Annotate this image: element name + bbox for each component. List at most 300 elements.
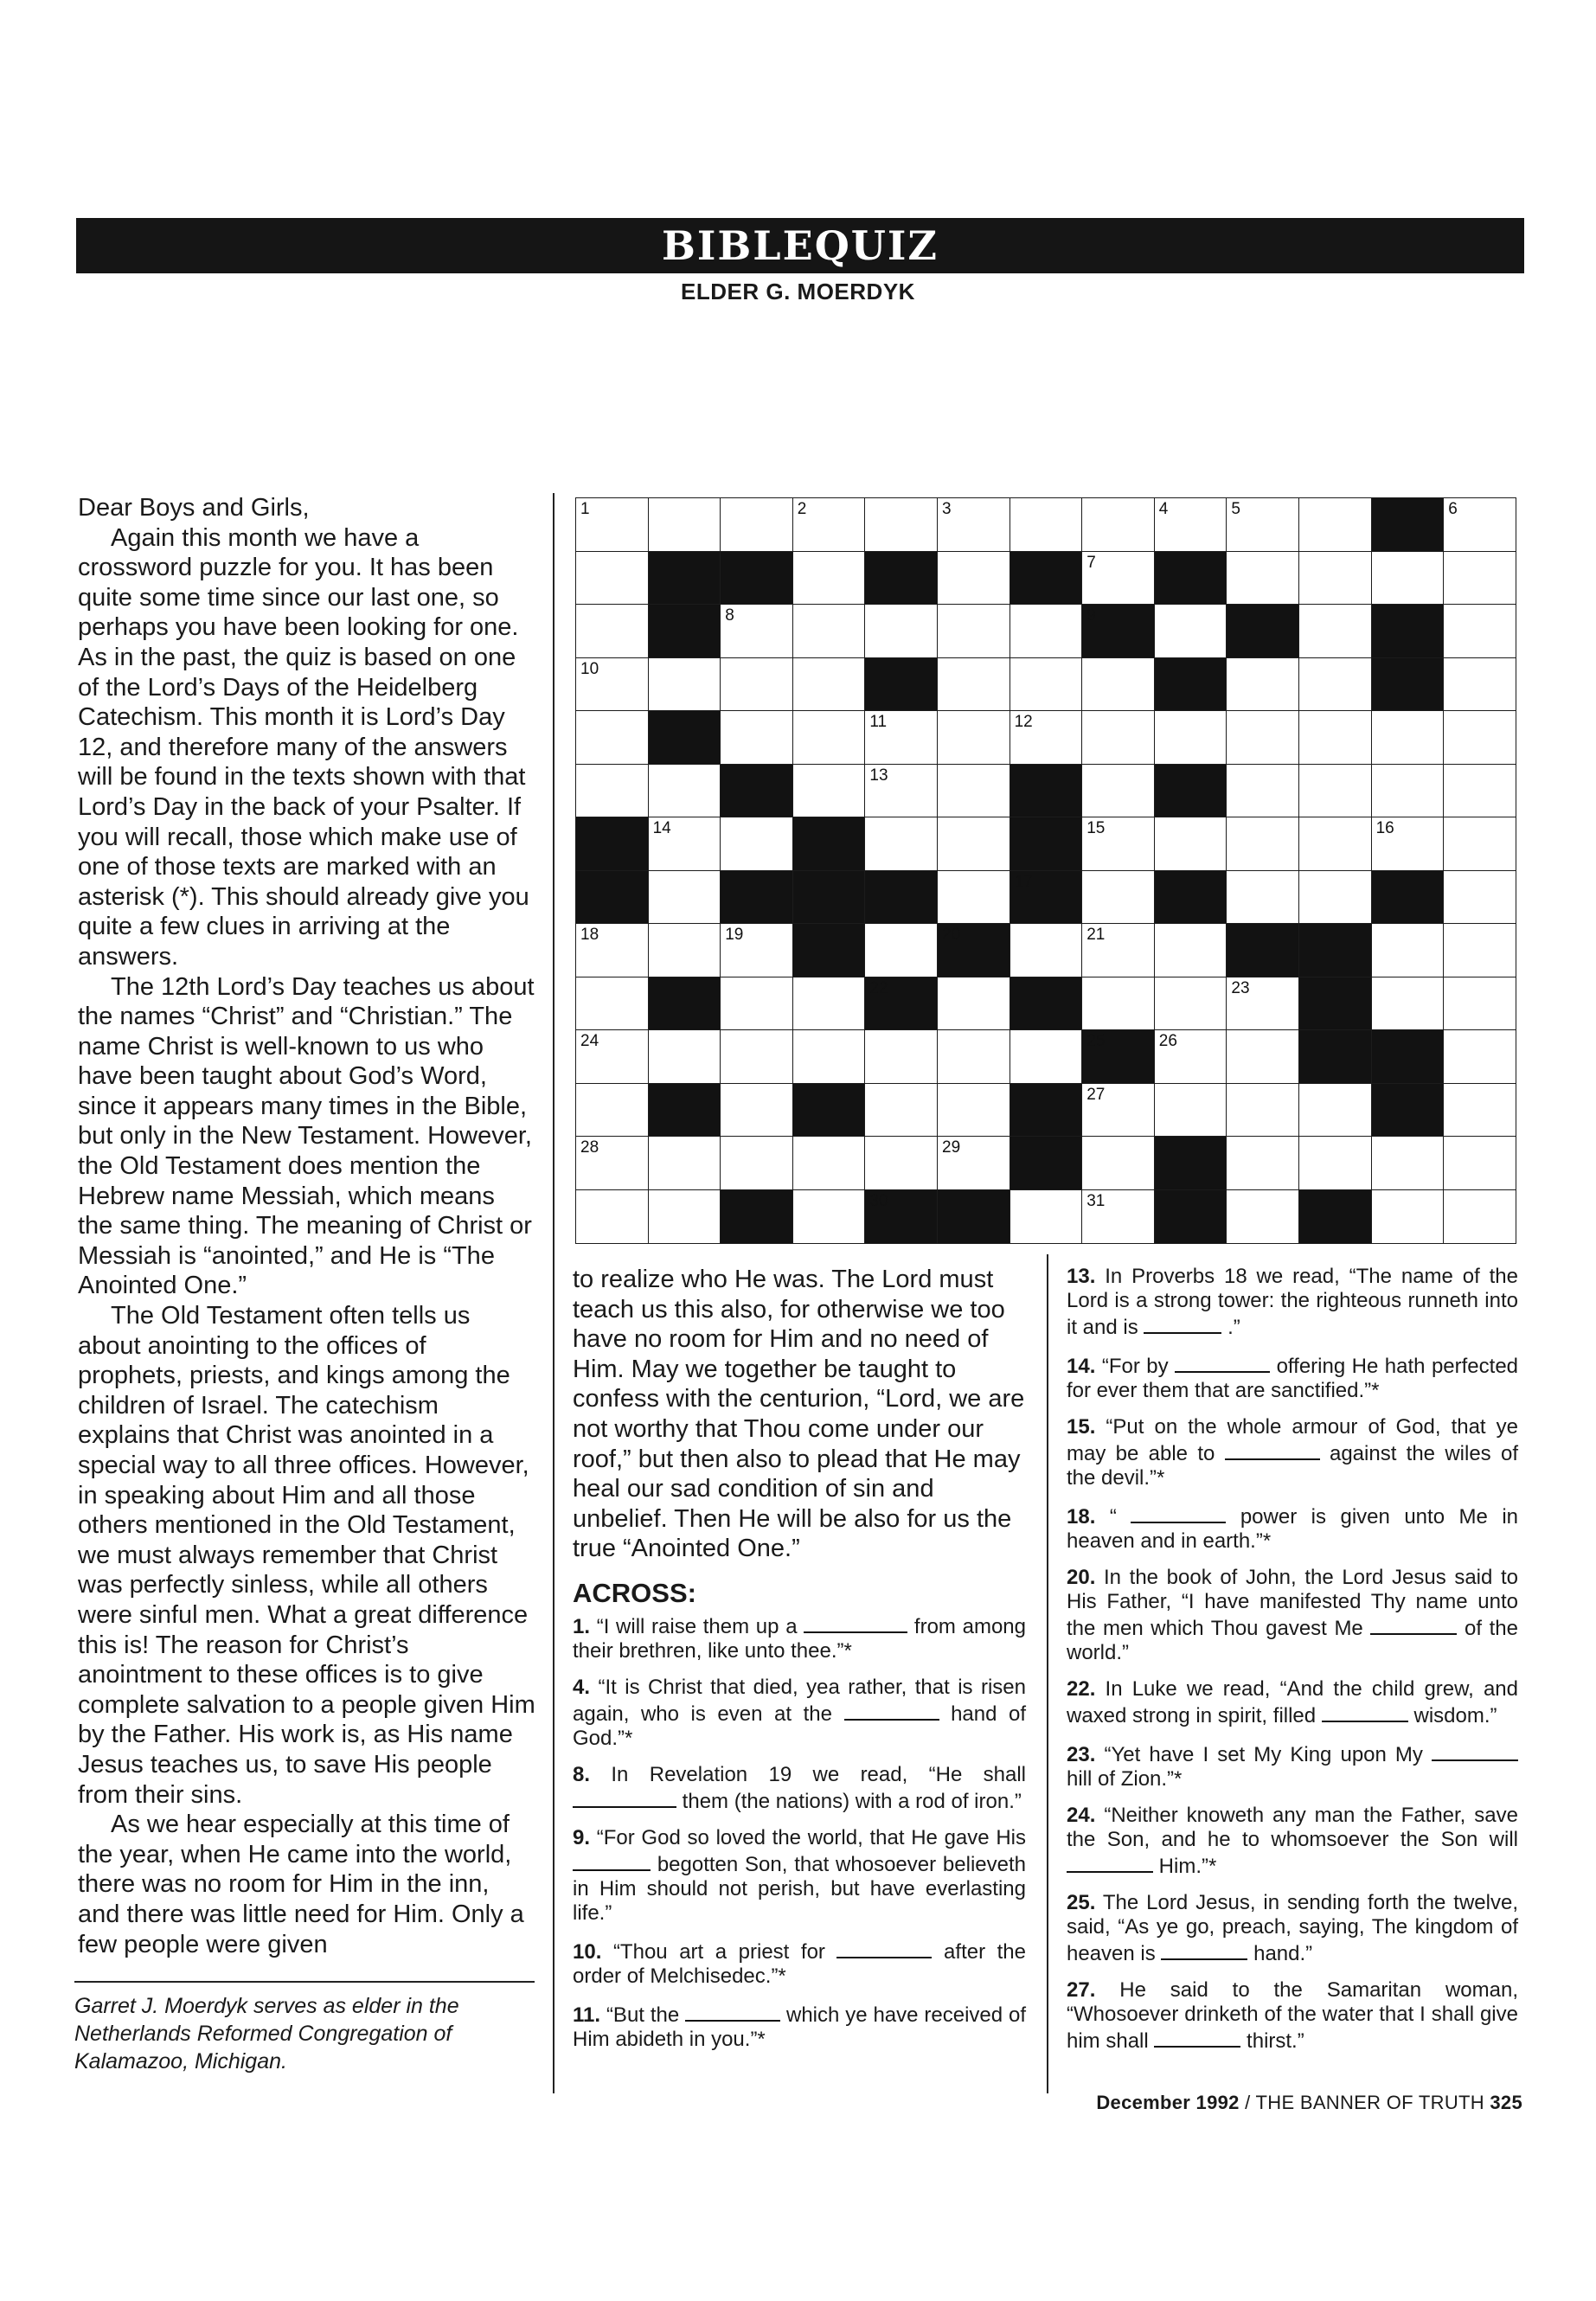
clue-text: “I will raise them up a bbox=[596, 1614, 798, 1638]
crossword-cell[interactable] bbox=[864, 1136, 938, 1190]
cell-number: 27 bbox=[1086, 1085, 1106, 1104]
clue-number: 9. bbox=[573, 1825, 591, 1849]
crossword-cell[interactable] bbox=[1226, 870, 1299, 925]
crossword-cell[interactable] bbox=[1298, 497, 1372, 552]
crossword-cell[interactable] bbox=[1371, 764, 1445, 818]
crossword-cell[interactable] bbox=[1081, 923, 1155, 977]
clue-number: 22. bbox=[1067, 1677, 1096, 1701]
clue-number: 1. bbox=[573, 1614, 591, 1638]
cell-number: 3 bbox=[942, 500, 952, 518]
crossword-black-cell bbox=[1371, 604, 1445, 658]
intro-paragraph: The Old Testament often tells us about anointing to the offices of prophets, priests, and kings among the children of Israel. The catechism explains that Christ was anointed in a special way to all three offices. However, in speaking about Him and all those others mentioned in the Old Testament, we must always remember that Christ was perfectly sinless, while all others were sinful men. What a great difference this is! The reason for Christ’s anointment to these offices is to give complete salvation to a people given Him by the Father. His work is, as His name Jesus teaches us, to save His people from their sins. bbox=[78, 1302, 535, 1809]
crossword-cell[interactable] bbox=[720, 1029, 793, 1084]
crossword-black-cell bbox=[648, 604, 721, 658]
cell-number: 1 bbox=[580, 500, 590, 518]
clue-text: power is given unto Me in heaven and in earth.”* bbox=[1067, 1505, 1519, 1553]
crossword-cell[interactable] bbox=[1371, 1136, 1445, 1190]
crossword-black-cell bbox=[864, 551, 938, 606]
crossword-black-cell bbox=[1154, 657, 1227, 712]
crossword-cell[interactable] bbox=[792, 1136, 866, 1190]
clue-text: “Neither knoweth any man the Father, save the Son, and he to whomsoever the Son will bbox=[1067, 1804, 1519, 1851]
crossword-grid bbox=[575, 497, 1516, 1242]
clue-number: 23. bbox=[1067, 1743, 1096, 1766]
cell-number: 30 bbox=[869, 1191, 888, 1210]
clue-text: hill of Zion.”* bbox=[1067, 1767, 1183, 1791]
crossword-cell[interactable] bbox=[1226, 551, 1299, 606]
clue-item bbox=[573, 1826, 1026, 1926]
crossword-cell[interactable] bbox=[1298, 551, 1372, 606]
crossword-cell[interactable] bbox=[1010, 1189, 1083, 1244]
answer-blank bbox=[1432, 1740, 1518, 1761]
crossword-black-cell bbox=[864, 1189, 938, 1244]
crossword-black-cell bbox=[648, 551, 721, 606]
clue-text: begotten Son, that whosoever believeth in Him should not perish, but have everlasting life.” bbox=[573, 1852, 1026, 1925]
crossword-cell[interactable] bbox=[937, 710, 1010, 765]
crossword-black-cell bbox=[937, 923, 1010, 977]
answer-blank bbox=[1131, 1503, 1226, 1523]
crossword-cell[interactable] bbox=[575, 497, 649, 552]
crossword-black-cell bbox=[1371, 1029, 1445, 1084]
cell-number: 6 bbox=[1448, 500, 1458, 518]
cell-number: 12 bbox=[1014, 713, 1033, 731]
cell-number: 10 bbox=[580, 659, 599, 678]
clue-text: .” bbox=[1227, 1316, 1240, 1339]
crossword-cell[interactable] bbox=[1443, 710, 1516, 765]
crossword-black-cell bbox=[1371, 870, 1445, 925]
crossword-cell[interactable] bbox=[1443, 551, 1516, 606]
intro-paragraph: As we hear especially at this time of the year, when He came into the world, there was no room for Him in the inn, and there was little need for Him. Only a few people were given bbox=[78, 1811, 524, 1958]
crossword-black-cell bbox=[792, 870, 866, 925]
crossword-cell[interactable] bbox=[864, 604, 938, 658]
crossword-cell[interactable] bbox=[1081, 710, 1155, 765]
crossword-cell[interactable] bbox=[1226, 657, 1299, 712]
answer-blank bbox=[1144, 1313, 1221, 1334]
clue-item bbox=[1067, 1677, 1518, 1728]
crossword-cell[interactable] bbox=[1226, 497, 1299, 552]
crossword-cell[interactable] bbox=[1443, 870, 1516, 925]
clue-item bbox=[573, 2001, 1026, 2052]
clue-text: The Lord Jesus, in sending forth the twelve, said, “As ye go, preach, saying, The kingdom of heaven is bbox=[1067, 1891, 1518, 1965]
cell-number: 23 bbox=[1231, 978, 1250, 997]
crossword-cell[interactable] bbox=[937, 817, 1010, 871]
crossword-cell[interactable] bbox=[792, 551, 866, 606]
crossword-cell[interactable] bbox=[648, 657, 721, 712]
cell-number: 14 bbox=[652, 819, 671, 837]
clue-text: “Put on the whole armour of God, that ye may be able to bbox=[1067, 1415, 1518, 1465]
crossword-black-cell bbox=[1010, 817, 1083, 871]
clue-text: “ bbox=[1109, 1505, 1117, 1529]
crossword-cell[interactable] bbox=[937, 977, 1010, 1031]
crossword-cell[interactable] bbox=[1081, 764, 1155, 818]
intro-column bbox=[78, 493, 536, 1959]
cell-number: 25 bbox=[1086, 1032, 1106, 1050]
clue-number: 15. bbox=[1067, 1415, 1096, 1439]
clue-number: 27. bbox=[1067, 1978, 1096, 2002]
crossword-cell[interactable] bbox=[648, 923, 721, 977]
crossword-cell[interactable] bbox=[575, 764, 649, 818]
crossword-cell[interactable] bbox=[937, 1083, 1010, 1138]
clue-text: In the book of John, the Lord Jesus said to His Father, “I have manifested Thy name unto the men which Thou gavest Me bbox=[1067, 1566, 1519, 1640]
crossword-cell[interactable] bbox=[1298, 764, 1372, 818]
crossword-cell[interactable] bbox=[575, 657, 649, 712]
clue-text: In Luke we read, “And the child grew, and waxed strong in spirit, filled bbox=[1067, 1677, 1519, 1727]
crossword-cell[interactable] bbox=[648, 817, 721, 871]
crossword-cell[interactable] bbox=[1154, 710, 1227, 765]
crossword-cell[interactable] bbox=[1298, 817, 1372, 871]
clue-number: 4. bbox=[573, 1675, 591, 1699]
crossword-black-cell bbox=[720, 1189, 793, 1244]
clue-text: “Yet have I set My King upon My bbox=[1104, 1743, 1423, 1766]
answer-blank bbox=[836, 1938, 932, 1958]
clue-text: He said to the Samaritan woman, “Whosoever drinketh of the water that I shall give him shall bbox=[1067, 1978, 1519, 2053]
crossword-cell[interactable] bbox=[1154, 497, 1227, 552]
clue-item bbox=[1067, 1415, 1518, 1490]
crossword-cell[interactable] bbox=[648, 870, 721, 925]
crossword-black-cell bbox=[937, 1189, 1010, 1244]
crossword-cell[interactable] bbox=[1371, 817, 1445, 871]
crossword-black-cell bbox=[792, 923, 866, 977]
crossword-cell[interactable] bbox=[720, 604, 793, 658]
crossword-cell[interactable] bbox=[937, 1136, 1010, 1190]
clue-text: hand of God.”* bbox=[573, 1702, 1027, 1750]
crossword-black-cell bbox=[1371, 1083, 1445, 1138]
cell-number: 15 bbox=[1086, 819, 1106, 837]
crossword-cell[interactable] bbox=[1443, 1029, 1516, 1084]
crossword-cell[interactable] bbox=[720, 1136, 793, 1190]
crossword-cell[interactable] bbox=[648, 497, 721, 552]
crossword-cell[interactable] bbox=[792, 497, 866, 552]
crossword-black-cell bbox=[1154, 1189, 1227, 1244]
crossword-cell[interactable] bbox=[864, 710, 938, 765]
cell-number: 29 bbox=[942, 1138, 961, 1157]
clue-item bbox=[573, 1676, 1026, 1751]
clue-number: 20. bbox=[1067, 1566, 1096, 1589]
crossword-cell[interactable] bbox=[864, 1083, 938, 1138]
crossword-cell[interactable] bbox=[792, 657, 866, 712]
clue-text: which ye have received of Him abideth in you.”* bbox=[573, 2003, 1027, 2051]
clue-number: 25. bbox=[1067, 1891, 1096, 1914]
crossword-black-cell bbox=[720, 764, 793, 818]
crossword-black-cell bbox=[864, 657, 938, 712]
clue-number: 24. bbox=[1067, 1804, 1096, 1827]
crossword-cell[interactable] bbox=[720, 817, 793, 871]
greeting: Dear Boys and Girls, bbox=[78, 494, 310, 522]
clue-text: thirst.” bbox=[1247, 2029, 1304, 2053]
crossword-cell[interactable] bbox=[1081, 1083, 1155, 1138]
crossword-cell[interactable] bbox=[720, 657, 793, 712]
column-divider bbox=[553, 493, 554, 2093]
crossword-cell[interactable] bbox=[648, 764, 721, 818]
intro-continuation: to realize who He was. The Lord must teach us this also, for otherwise we too have no room for Him and no need of Him. May we together be taught to confess with the centurion, “Lord, we are not worthy that Thou come under our roof,” but then also to plead that He may heal our sad condition of sin and unbelief. Then He will be also for us the true “Anointed One.” bbox=[573, 1266, 1025, 1563]
crossword-cell[interactable] bbox=[1154, 817, 1227, 871]
crossword-black-cell bbox=[575, 817, 649, 871]
middle-column bbox=[573, 1265, 1026, 2064]
crossword-cell[interactable] bbox=[1154, 977, 1227, 1031]
crossword-cell[interactable] bbox=[864, 497, 938, 552]
crossword-cell[interactable] bbox=[1443, 977, 1516, 1031]
crossword-cell[interactable] bbox=[1010, 604, 1083, 658]
crossword-cell[interactable] bbox=[1081, 1189, 1155, 1244]
clue-item bbox=[573, 1938, 1026, 1989]
answer-blank bbox=[1161, 1939, 1247, 1960]
crossword-black-cell bbox=[1298, 923, 1372, 977]
crossword-black-cell bbox=[1154, 870, 1227, 925]
cell-number: 20 bbox=[942, 926, 961, 944]
clue-item bbox=[573, 1763, 1026, 1814]
clue-number: 10. bbox=[573, 1939, 602, 1964]
crossword-cell[interactable] bbox=[937, 870, 1010, 925]
crossword-black-cell bbox=[1298, 1189, 1372, 1244]
crossword-cell[interactable] bbox=[792, 764, 866, 818]
crossword-cell[interactable] bbox=[575, 604, 649, 658]
crossword-cell[interactable] bbox=[1371, 923, 1445, 977]
crossword-cell[interactable] bbox=[1443, 1136, 1516, 1190]
crossword-black-cell bbox=[1226, 923, 1299, 977]
crossword-cell[interactable] bbox=[1298, 604, 1372, 658]
crossword-cell[interactable] bbox=[1010, 657, 1083, 712]
clue-number: 18. bbox=[1067, 1505, 1096, 1529]
crossword-cell[interactable] bbox=[1298, 657, 1372, 712]
crossword-cell[interactable] bbox=[575, 1189, 649, 1244]
clue-item bbox=[1067, 1978, 1518, 2054]
crossword-cell[interactable] bbox=[720, 497, 793, 552]
cell-number: 11 bbox=[869, 713, 888, 731]
answer-blank bbox=[1175, 1352, 1270, 1373]
crossword-black-cell bbox=[1154, 551, 1227, 606]
crossword-black-cell bbox=[864, 870, 938, 925]
crossword-black-cell bbox=[1298, 1029, 1372, 1084]
crossword-black-cell bbox=[1154, 764, 1227, 818]
crossword-cell[interactable] bbox=[1443, 657, 1516, 712]
crossword-cell[interactable] bbox=[1154, 1029, 1227, 1084]
crossword-black-cell bbox=[648, 977, 721, 1031]
answer-blank bbox=[1370, 1614, 1457, 1635]
answer-blank bbox=[573, 1850, 651, 1871]
clue-text: wisdom.” bbox=[1413, 1704, 1497, 1727]
crossword-cell[interactable] bbox=[1371, 977, 1445, 1031]
crossword-cell[interactable] bbox=[575, 1029, 649, 1084]
crossword-cell[interactable] bbox=[1081, 497, 1155, 552]
crossword-cell[interactable] bbox=[1010, 1029, 1083, 1084]
crossword-black-cell bbox=[1154, 1136, 1227, 1190]
crossword-cell[interactable] bbox=[1081, 1136, 1155, 1190]
crossword-cell[interactable] bbox=[937, 1029, 1010, 1084]
clue-item bbox=[573, 1612, 1026, 1663]
crossword-cell[interactable] bbox=[1226, 817, 1299, 871]
crossword-cell[interactable] bbox=[792, 1029, 866, 1084]
crossword-cell[interactable] bbox=[575, 551, 649, 606]
crossword-cell[interactable] bbox=[792, 977, 866, 1031]
crossword-black-cell bbox=[1010, 1136, 1083, 1190]
crossword-cell[interactable] bbox=[575, 923, 649, 977]
crossword-cell[interactable] bbox=[792, 710, 866, 765]
crossword-cell[interactable] bbox=[575, 710, 649, 765]
crossword-cell[interactable] bbox=[720, 977, 793, 1031]
cell-number: 21 bbox=[1086, 926, 1106, 944]
cell-number: 8 bbox=[725, 606, 734, 625]
clue-item bbox=[1067, 1566, 1518, 1665]
crossword-cell[interactable] bbox=[864, 817, 938, 871]
crossword-black-cell bbox=[648, 1083, 721, 1138]
crossword-cell[interactable] bbox=[937, 604, 1010, 658]
crossword-cell[interactable] bbox=[720, 710, 793, 765]
crossword-cell[interactable] bbox=[1443, 764, 1516, 818]
crossword-cell[interactable] bbox=[937, 657, 1010, 712]
crossword-cell[interactable] bbox=[937, 497, 1010, 552]
crossword-cell[interactable] bbox=[1443, 497, 1516, 552]
clues-list-right bbox=[1067, 1265, 1518, 2066]
crossword-cell[interactable] bbox=[792, 1189, 866, 1244]
cell-number: 9 bbox=[1086, 606, 1096, 625]
crossword-black-cell bbox=[575, 870, 649, 925]
crossword-black-cell bbox=[1371, 497, 1445, 552]
crossword-cell[interactable] bbox=[1154, 604, 1227, 658]
clue-text: “Thou art a priest for bbox=[612, 1939, 825, 1964]
crossword-cell[interactable] bbox=[1226, 1029, 1299, 1084]
crossword-cell[interactable] bbox=[1443, 1189, 1516, 1244]
crossword-cell[interactable] bbox=[1154, 923, 1227, 977]
crossword-cell[interactable] bbox=[1371, 1189, 1445, 1244]
crossword-black-cell bbox=[1010, 1083, 1083, 1138]
clue-text: “For by bbox=[1101, 1355, 1169, 1378]
crossword-cell[interactable] bbox=[937, 551, 1010, 606]
crossword-cell[interactable] bbox=[1443, 923, 1516, 977]
cell-number: 2 bbox=[797, 500, 807, 518]
crossword-black-cell bbox=[1010, 551, 1083, 606]
clue-text: “But the bbox=[606, 2003, 680, 2027]
clue-text: offering He hath perfected for ever them that are sanctified.”* bbox=[1067, 1355, 1519, 1402]
crossword-cell[interactable] bbox=[1226, 1189, 1299, 1244]
answer-blank bbox=[844, 1700, 939, 1721]
cell-number: 28 bbox=[580, 1138, 599, 1157]
crossword-cell[interactable] bbox=[1443, 604, 1516, 658]
answer-blank bbox=[1225, 1439, 1320, 1460]
clue-text: hand.” bbox=[1253, 1942, 1313, 1965]
crossword-cell[interactable] bbox=[864, 923, 938, 977]
crossword-cell[interactable] bbox=[1010, 497, 1083, 552]
intro-paragraph: Again this month we have a crossword puzzle for you. It has been quite some time since our last one, so perhaps you have been looking for one. As in the past, the quiz is based on one of the Lord’s Days of the Heidelberg Catechism. This month it is Lord’s Day 12, and therefore many of the answers will be found in the texts shown with that Lord’s Day in the back of your Psalter. If you will recall, those which make use of one of those texts are marked with an asterisk (*). This should already give you quite a few clues in arriving at the answers. bbox=[78, 523, 529, 971]
crossword-cell[interactable] bbox=[1298, 1083, 1372, 1138]
crossword-black-cell bbox=[648, 710, 721, 765]
crossword-cell[interactable] bbox=[937, 764, 1010, 818]
crossword-cell[interactable] bbox=[1081, 817, 1155, 871]
clue-text: Him.”* bbox=[1158, 1855, 1217, 1878]
crossword-cell[interactable] bbox=[575, 1136, 649, 1190]
crossword-cell[interactable] bbox=[1081, 551, 1155, 606]
clue-item bbox=[1067, 1503, 1518, 1554]
clue-text: from among their brethren, like unto thee.”* bbox=[573, 1614, 1026, 1663]
crossword-black-cell bbox=[1010, 870, 1083, 925]
cell-number: 19 bbox=[725, 926, 744, 944]
clue-number: 13. bbox=[1067, 1265, 1096, 1288]
cell-number: 7 bbox=[1086, 553, 1096, 572]
cell-number: 26 bbox=[1158, 1032, 1177, 1050]
answer-blank bbox=[804, 1612, 907, 1633]
clue-text: of the world.” bbox=[1067, 1617, 1518, 1664]
clue-text: after the order of Melchisedec.”* bbox=[573, 1939, 1026, 1988]
clue-text: against the wiles of the devil.”* bbox=[1067, 1442, 1518, 1490]
clue-number: 14. bbox=[1067, 1355, 1096, 1378]
clue-number: 8. bbox=[573, 1762, 591, 1786]
crossword-cell[interactable] bbox=[1081, 977, 1155, 1031]
crossword-cell[interactable] bbox=[864, 764, 938, 818]
crossword-cell[interactable] bbox=[1226, 764, 1299, 818]
crossword-cell[interactable] bbox=[1081, 657, 1155, 712]
crossword-black-cell bbox=[1081, 604, 1155, 658]
answer-blank bbox=[1067, 1852, 1153, 1873]
crossword-cell[interactable] bbox=[575, 1083, 649, 1138]
across-heading: ACROSS: bbox=[573, 1577, 696, 1608]
crossword-black-cell bbox=[1081, 1029, 1155, 1084]
crossword-cell[interactable] bbox=[1154, 1083, 1227, 1138]
crossword-cell[interactable] bbox=[575, 977, 649, 1031]
clue-text: “It is Christ that died, yea rather, that is risen again, who is even at the bbox=[573, 1675, 1026, 1726]
crossword-cell[interactable] bbox=[1298, 1136, 1372, 1190]
cell-number: 24 bbox=[580, 1032, 599, 1050]
issue-date: December 1992 bbox=[1096, 2092, 1240, 2113]
clue-text: them (the nations) with a rod of iron.” bbox=[682, 1789, 1022, 1813]
crossword-cell[interactable] bbox=[1371, 710, 1445, 765]
clue-text: “For God so loved the world, that He gave His bbox=[596, 1825, 1027, 1849]
crossword-cell[interactable] bbox=[792, 604, 866, 658]
answer-blank bbox=[685, 2001, 780, 2022]
clue-text: In Proverbs 18 we read, “The name of the Lord is a strong tower: the righteous runneth into it and is bbox=[1067, 1265, 1518, 1339]
crossword-cell[interactable] bbox=[1226, 977, 1299, 1031]
crossword-cell[interactable] bbox=[720, 1083, 793, 1138]
across-clues-list bbox=[573, 1612, 1026, 2052]
cell-number: 18 bbox=[580, 926, 599, 944]
crossword-cell[interactable] bbox=[1226, 1136, 1299, 1190]
crossword-cell[interactable] bbox=[1226, 710, 1299, 765]
page-title: BIBLEQUIZ bbox=[76, 218, 1524, 273]
crossword-cell[interactable] bbox=[1010, 710, 1083, 765]
clue-item bbox=[1067, 1740, 1518, 1791]
publication-name: / THE BANNER OF TRUTH bbox=[1245, 2092, 1484, 2113]
crossword-cell[interactable] bbox=[1298, 870, 1372, 925]
crossword-cell[interactable] bbox=[1298, 710, 1372, 765]
crossword-cell[interactable] bbox=[1371, 551, 1445, 606]
clue-item bbox=[1067, 1891, 1518, 1966]
crossword-cell[interactable] bbox=[648, 1136, 721, 1190]
crossword-cell[interactable] bbox=[1081, 870, 1155, 925]
crossword-cell[interactable] bbox=[864, 1029, 938, 1084]
column-divider bbox=[1047, 1254, 1048, 2093]
crossword-black-cell bbox=[1298, 977, 1372, 1031]
answer-blank bbox=[1322, 1702, 1408, 1722]
crossword-cell[interactable] bbox=[1226, 1083, 1299, 1138]
crossword-cell[interactable] bbox=[648, 1029, 721, 1084]
clue-number: 11. bbox=[573, 2003, 601, 2027]
crossword-black-cell bbox=[1010, 977, 1083, 1031]
crossword-cell[interactable] bbox=[1443, 817, 1516, 871]
cell-number: 22 bbox=[869, 978, 888, 997]
crossword-cell[interactable] bbox=[1010, 923, 1083, 977]
cell-number: 17 bbox=[1014, 872, 1033, 891]
crossword-cell[interactable] bbox=[720, 923, 793, 977]
crossword-black-cell bbox=[792, 1083, 866, 1138]
intro-paragraph: The 12th Lord’s Day teaches us about the names “Christ” and “Christian.” The name Christ is well-known to us who have been taught about God’s Word, since it appears many times in the Bible, but only in the New Testament. However, the Old Testament does mention the Hebrew name Messiah, which means the same thing. The meaning of Christ or Messiah is “anointed,” and He is “The Anointed One.” bbox=[78, 972, 535, 1300]
crossword-cell[interactable] bbox=[648, 1189, 721, 1244]
cell-number: 31 bbox=[1086, 1191, 1106, 1210]
crossword-black-cell bbox=[792, 817, 866, 871]
clue-item bbox=[1067, 1804, 1518, 1879]
crossword-black-cell bbox=[1226, 604, 1299, 658]
bio-divider bbox=[74, 1981, 535, 1983]
page-footer bbox=[1038, 2092, 1522, 2114]
crossword-black-cell bbox=[720, 870, 793, 925]
answer-blank bbox=[1154, 2027, 1240, 2048]
crossword-cell[interactable] bbox=[1443, 1083, 1516, 1138]
